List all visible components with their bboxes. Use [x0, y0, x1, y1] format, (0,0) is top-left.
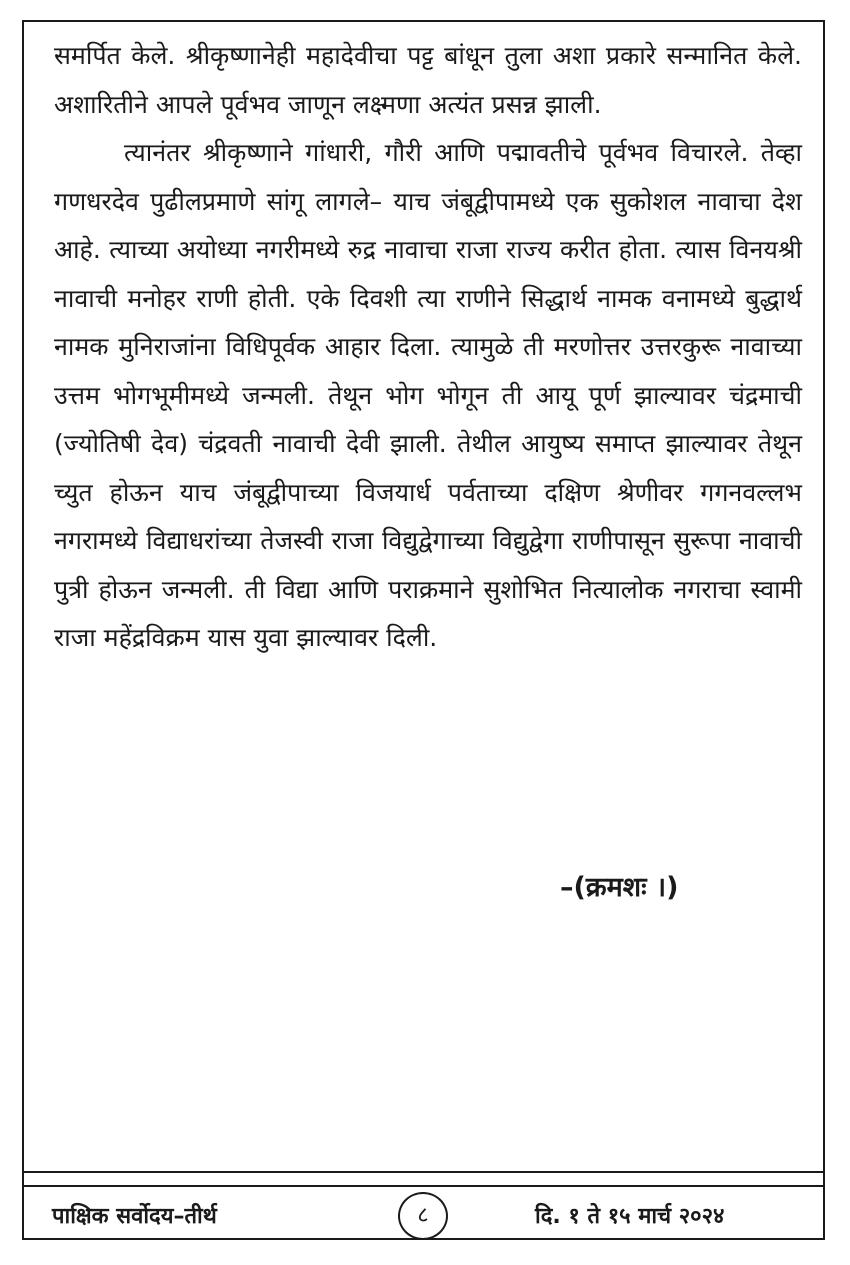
footer-divider-bottom: [22, 1185, 825, 1187]
article-body: [54, 32, 802, 663]
page-number: [398, 1192, 448, 1240]
publication-name: पाक्षिक सर्वोदय–तीर्थ: [52, 1204, 217, 1229]
paragraph-2: त्यानंतर श्रीकृष्णाने गांधारी, गौरी आणि पद्मावतीचे पूर्वभव विचारले. तेव्हा गणधरदेव पुढीलप्रमाणे सांगू लागले– याच जंबूद्वीपामध्ये एक सुकोशल नावाचा देश आहे. त्याच्या अयोध्या नगरीमध्ये रुद्र नावाचा राजा राज्य करीत होता. त्यास विनयश्री नावाची मनोहर राणी होती. एके दिवशी त्या राणीने सिद्धार्थ नामक वनामध्ये बुद्धार्थ नामक मुनिराजांना विधिपूर्वक आहार दिला. त्यामुळे ती मरणोत्तर उत्तरकुरू नावाच्या उत्तम भोगभूमीमध्ये जन्मली. तेथून भोग भोगून ती आयू पूर्ण झाल्यावर चंद्रमाची (ज्योतिषी देव) चंद्रवती नावाची देवी झाली. तेथील आयुष्य समाप्त झाल्यावर तेथून च्युत होऊन याच जंबूद्वीपाच्या विजयार्ध पर्वताच्या दक्षिण श्रेणीवर गगनवल्लभ नगरामध्ये विद्याधरांच्या तेजस्वी राजा विद्युद्वेगाच्या विद्युद्वेगा राणीपासून सुरूपा नावाची पुत्री होऊन जन्मली. ती विद्या आणि पराक्रमाने सुशोभित नित्यालोक नगराचा स्वामी राजा महेंद्रविक्रम यास युवा झाल्यावर दिली.: [54, 138, 802, 652]
continued-note: –(क्रमशः ।): [560, 872, 679, 903]
paragraph-1: समर्पित केले. श्रीकृष्णानेही महादेवीचा पट्ट बांधून तुला अशा प्रकारे सन्मानित केले. अशारितीने आपले पूर्वभव जाणून लक्ष्मणा अत्यंत प्रसन्न झाली.: [54, 41, 802, 119]
issue-date: दि. १ ते १५ मार्च २०२४: [535, 1204, 725, 1229]
page-number-label: ८: [417, 1203, 429, 1228]
footer-divider-top: [22, 1171, 825, 1173]
